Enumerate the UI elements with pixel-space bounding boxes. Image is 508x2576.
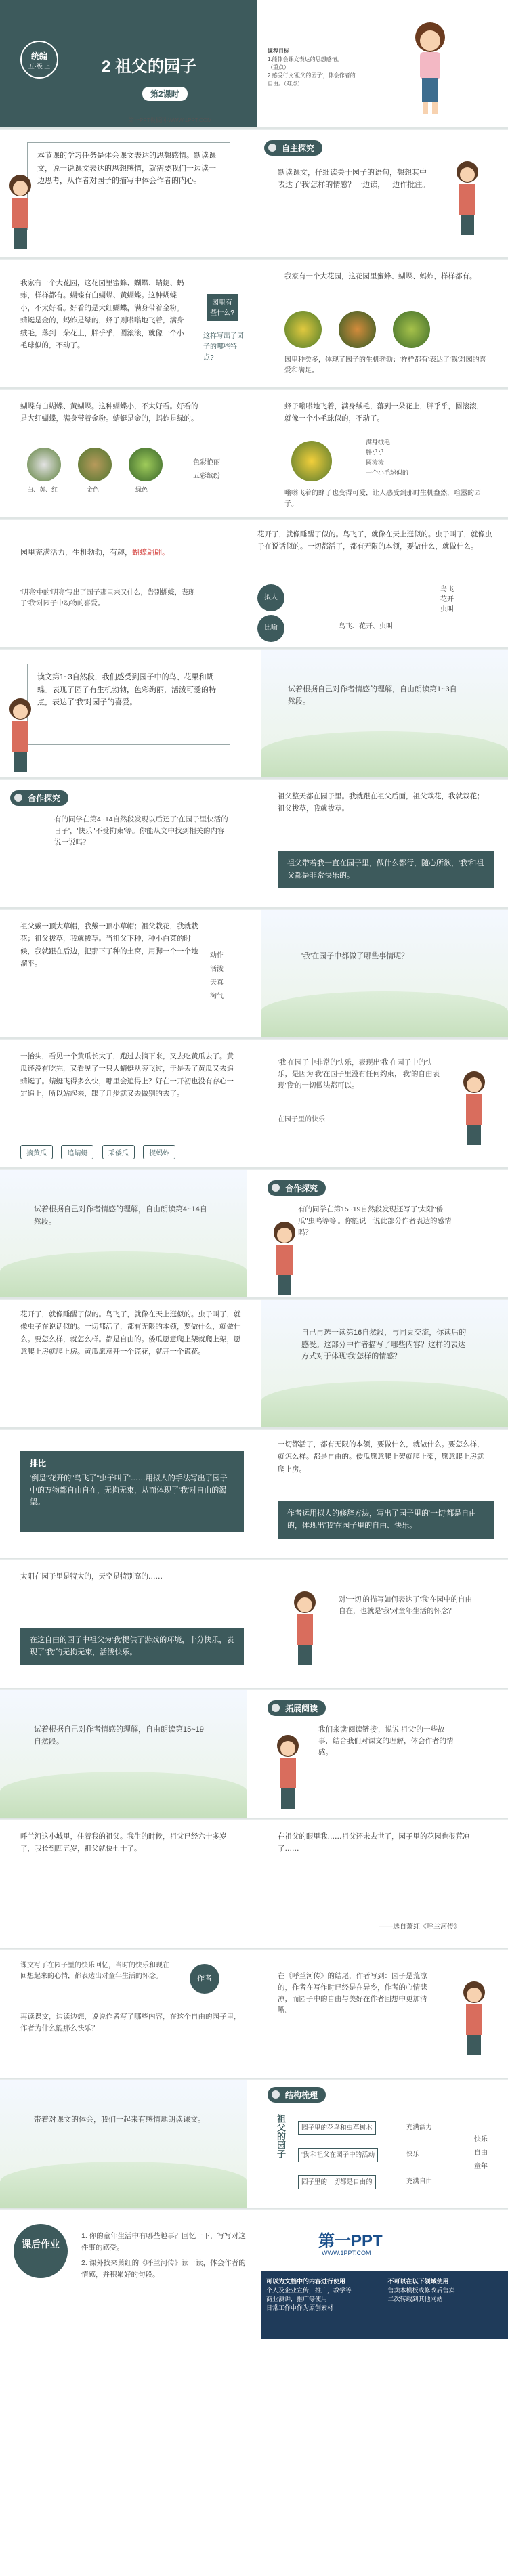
homework-circle <box>14 2224 68 2278</box>
teacher-icon <box>0 171 41 252</box>
read-aloud-text: 带着对课文的体会，我们一起来有感情地朗读课文。 <box>34 2116 205 2124</box>
point-1: 色彩艳丽 <box>193 459 220 467</box>
passage: 花开了，就像睡醒了似的。鸟飞了，就像在天上逛似的。虫子叫了，就像虫子在说话似的。一切都活了，都有无限的本领，要做什么，就做什么。要怎么样，就怎么样。都是自由的。倭瓜愿意爬上架就爬上架，愿意爬上房就爬上房。黄瓜愿意开一个谎花，就开一个谎花。 <box>20 1310 241 1356</box>
slide-10 <box>0 1170 508 1299</box>
slide-7 <box>0 780 508 909</box>
landscape <box>261 1300 508 1429</box>
hill <box>261 991 508 1039</box>
right-red: 在园子里的快乐 <box>278 1116 325 1123</box>
passage: 蝴蝶有白蝴蝶、黄蝴蝶。这种蝴蝶小，不太好看。好看的是大红蝴蝶，满身带着金粉。蜻蜓是金的，蚂蚱是绿的。 <box>20 402 198 423</box>
section-pill: 自主探究 <box>264 140 322 156</box>
brand-logo: 第一PPT <box>318 2232 383 2250</box>
homework-label: 课后作业 <box>22 2239 60 2250</box>
footer-left-title: 可以为文档中的内容进行使用 <box>266 2278 346 2285</box>
footer-left-3: 日常工作中作为原创素材 <box>266 2304 334 2311</box>
right-panel <box>278 1501 494 1539</box>
left-sub: 再读课文，边读边想，说说作者写了哪些内容，在这个自由的园子里，作者为什么能那么快乐？ <box>20 2013 241 2032</box>
slide-18 <box>0 2210 508 2576</box>
footer-right-2: 二次转载到其他网站 <box>387 2296 443 2302</box>
chip-2: 追蜻蜓 <box>61 1145 93 1159</box>
teacher-icon <box>284 1587 325 1669</box>
right-passage: 祖父整天都在园子里。我就跟在祖父后面，祖父栽花，我就栽花；祖父拔草，我就拔草。 <box>278 792 484 813</box>
right-item-2: 胖乎乎 <box>366 449 385 456</box>
section-pill: 结构梳理 <box>268 2087 326 2103</box>
label-3: 绿色 <box>135 486 148 493</box>
footer-band <box>261 2271 508 2339</box>
goals-block <box>268 47 356 88</box>
girl-illustration <box>400 17 461 119</box>
right-text: '我'在园子中非常的快乐，表现出'我'在园子中的快乐，是因为'我'在园子里没有任何约束，'我'的自由表现'我'的一切做法都可以。 <box>278 1058 440 1090</box>
footer-right-1: 售卖本模板或修改后售卖 <box>387 2287 455 2294</box>
panel-text: '倒是''花开的''鸟飞了''虫子叫了'……用拟人的手法写出了园子中的万物都自由自在，无拘无束，从而体现了'我'对自由的渴望。 <box>30 1474 228 1507</box>
passage: 一抬头，看见一个黄瓜长大了，跑过去摘下来，又去吃黄瓜去了。黄瓜还没有吃完，又看见了一只大蜻蜓从旁飞过，于是丢了黄瓜又去追蜻蜓了。蜻蜓飞得多么快，哪里会追得上？好在一开初也没有存心一定追上，所以站起来，跟了几步就又去做别的去了。 <box>20 1052 234 1098</box>
slide-2 <box>0 130 508 259</box>
teacher-icon <box>264 1218 305 1299</box>
right-red-1: 快乐 <box>474 2136 488 2143</box>
slide-4 <box>0 390 508 519</box>
photo-bee <box>291 441 332 481</box>
left-task: 有的同学在第4~14自然段发现以后还了'在园子里快活的日子'，'快乐''不受拘束'等。你能从文中找到相关的内容说一说吗？ <box>54 815 228 846</box>
footer-right-title: 不可以在以下领域使用 <box>387 2278 449 2285</box>
right-item-4: 一个小毛球似的 <box>366 469 409 476</box>
slide-3 <box>0 260 508 389</box>
left-text: 课文写了在园子里的快乐回忆，当时的快乐和现在回想起来的心情，都表达出对童年生活的怀念。 <box>20 1962 169 1980</box>
summary-text: 读文第1~3自然段，我们感受到园子中的鸟、花果和蝴蝶。表现了园子有生机勃勃，色彩绚丽，活泼可爱的特点，表达了'我'对园子的喜爱。 <box>37 673 216 707</box>
label-1: 拟人 <box>264 594 278 601</box>
mid-3: 充满自由 <box>406 2178 433 2185</box>
landscape <box>0 1170 247 1299</box>
landscape <box>261 910 508 1039</box>
footer-left-2: 商业演讲，推广等使用 <box>266 2296 328 2302</box>
question-text: 这样写出了园子的哪些特点? <box>203 332 244 362</box>
slide-8 <box>0 910 508 1039</box>
section-pill: 合作探究 <box>10 790 68 806</box>
teacher-icon <box>0 694 41 775</box>
goal-4: 自由。（难点） <box>268 81 303 87</box>
right-note: 嗡嗡飞着的蜂子也变得可爱，让人感受到那时生机盎然，喧嚣的园子。 <box>284 490 481 508</box>
chip-1: 摘黄瓜 <box>20 1145 53 1159</box>
intro-text: 本节课的学习任务是体会课文表达的思想感情。默读课文，说一说课文表达的思想感情，就需要我们一边读一边思考，从作者对园子的描写中体会作者的内心。 <box>37 152 216 186</box>
slide-14 <box>0 1690 508 1819</box>
landscape <box>261 650 508 779</box>
mid-1: 充满活力 <box>406 2124 433 2131</box>
passage: 祖父戴一顶大草帽，我戴一顶小草帽；祖父栽花，我就栽花；祖父拔草，我就拔草。当祖父下种，种小白菜的时候，我就跟在后边，把那下了种的土窝，用脚一个一个地溜平。 <box>20 922 198 968</box>
slide-15 <box>0 1820 508 1949</box>
hill <box>0 2162 247 2209</box>
photo-dragonfly <box>78 448 112 481</box>
red-1: 动作 <box>210 952 224 960</box>
right-item-1: 满身绒毛 <box>366 439 391 446</box>
left-note-red: 蝴蝶翩翩。 <box>132 549 169 557</box>
red-tag-3: 虫叫 <box>440 606 454 614</box>
right-question: 对'一切'的描写如何表达了'我'在园中的自由自在，也就是'我'对童年生活的怀念？ <box>339 1595 473 1615</box>
right-note: 园里种类多，体现了园子的生机勃勃；'样样都有'表达了'我'对园的喜爱和满足。 <box>284 356 486 374</box>
read-aloud-text: 试着根据自己对作者情感的理解，自由朗读第4~14自然段。 <box>34 1205 207 1226</box>
left-panel <box>20 1628 244 1665</box>
task-text: 默读课文，仔细读关于园子的语句，想想其中表达了'我'怎样的情感？一边读，一边作批注。 <box>278 169 430 189</box>
badge-label: 统编 <box>30 51 47 61</box>
photo-1 <box>284 311 322 348</box>
goal-2: （重点） <box>268 64 289 70</box>
photo-3 <box>393 311 430 348</box>
cover-site: 第一PPT模板网-WWW.1PPT.COM <box>129 117 212 123</box>
section-pill: 合作探究 <box>268 1180 326 1196</box>
slide-13 <box>0 1560 508 1689</box>
right-panel-text: 作者运用拟人的修辞方法，写出了园子里的'一切'都是自由的，体现出'我'在园子里的自由、快乐。 <box>287 1509 477 1530</box>
goal-1: 1.能体会课文表达的思想感情。 <box>268 56 343 62</box>
callout-text: 园里有些什么? <box>210 299 234 317</box>
goals-heading: 课程目标 <box>268 48 289 54</box>
panel-title: 排比 <box>30 1459 47 1468</box>
sub-note: '明亮'中的'明亮'写出了园子那里来又什么，告别蝴蝶，表现了'我'对园子中动物的喜爱。 <box>20 589 195 607</box>
row-1: 园子里的花鸟和虫草树木 <box>298 2121 376 2135</box>
passage: 太阳在园子里是特大的，天空是特别高的…… <box>20 1572 163 1581</box>
chips-row <box>20 1145 181 1159</box>
callout-box <box>207 294 238 321</box>
left-note <box>20 547 210 559</box>
photo-grasshopper <box>129 448 163 481</box>
label-circle-2 <box>257 615 284 642</box>
row-3: 园子里的一切都是自由的 <box>298 2175 376 2189</box>
summary-box <box>27 664 230 745</box>
hill <box>261 1381 508 1429</box>
chip-4: 捉蚂蚱 <box>143 1145 175 1159</box>
cover-badge <box>20 41 58 79</box>
vertical-title: 祖父的园子 <box>276 2114 286 2158</box>
right-red: 鸟飞、花开、虫叫 <box>339 623 393 630</box>
teacher-icon <box>268 1731 308 1812</box>
parallel-panel <box>20 1451 244 1532</box>
slide-cover <box>0 0 508 129</box>
red-tag-1: 鸟飞 <box>440 586 454 593</box>
slide-5 <box>0 520 508 649</box>
row-2: '我'和祖父在园子中的活动 <box>298 2148 378 2162</box>
intro-box <box>27 142 230 230</box>
goal-3: 2.感受行文'祖父的园子'，体会作者的 <box>268 72 356 79</box>
right-item-3: 圆滚滚 <box>366 459 385 466</box>
cover-title: 2 祖父的园子 <box>102 58 197 76</box>
right-author: ——选自萧红《呼兰河传》 <box>379 1923 461 1931</box>
teacher-icon-right <box>447 157 488 238</box>
right-passage: 在祖父的眼里我……祖父还未去世了，园子里的花园也很荒凉了…… <box>278 1832 470 1853</box>
author-label: 作者 <box>197 1975 212 1983</box>
right-passage: 我家有一个大花园，这花园里蜜蜂、蝴蝶、蚂蚱，样样都有。 <box>284 272 477 280</box>
left-panel-text: 在这自由的园子中祖父为'我'提供了游戏的环境，十分快乐，表现了'我'的无拘无束，活泼快乐。 <box>30 1636 234 1656</box>
right-task: 有的同学在第15~19自然段发现还写了'太阳''倭瓜''虫鸣等等'。你能说一说此部分作者表达的感情吗？ <box>298 1205 452 1237</box>
right-red-2: 自由 <box>474 2149 488 2157</box>
question-text: '我'在园子中都做了哪些事情呢？ <box>301 952 409 960</box>
hill <box>261 731 508 779</box>
slide-12 <box>0 1430 508 1559</box>
point-2: 五彩缤纷 <box>193 473 220 480</box>
task-1: 1. 你的童年生活中有哪些趣事？回忆一下，写写对这件事的感受。 <box>81 2232 246 2252</box>
label-circle-1 <box>257 584 284 611</box>
task-2: 2. 课外找来萧红的《呼兰河传》读一读，体会作者的情感，并积累好的句段。 <box>81 2259 246 2279</box>
left-note-text: 园里充满活力，生机勃勃，有趣， <box>20 549 132 557</box>
passage: 呼兰河这小城里，住着我的祖父。我生的时候，祖父已经六十多岁了，我长到四五岁，祖父就快七十了。 <box>20 1832 227 1853</box>
right-passage: 一切都活了，都有无限的本领，要做什么，就做什么。要怎么样，就怎么样。都是自由的。倭瓜愿意爬上架就爬上架，愿意爬上房就爬上房。 <box>278 1440 484 1474</box>
footer-left-1: 个人及企业宣传，推广，教学等 <box>266 2287 352 2294</box>
slide-17 <box>0 2080 508 2209</box>
red-4: 淘气 <box>210 993 224 1000</box>
red-3: 天真 <box>210 979 224 987</box>
red-tag-2: 花开 <box>440 596 454 603</box>
teacher-icon <box>454 1067 494 1149</box>
right-task: 自己再选一读第16自然段，与同桌交流，你读后的感受。这部分中作者描写了哪些内容？这样的表达方式对于体现'我'怎样的情感？ <box>301 1329 467 1361</box>
slide-9 <box>0 1040 508 1169</box>
right-panel <box>278 851 494 888</box>
passage: 我家有一个大花园，这花园里蜜蜂、蝴蝶、蜻蜓、蚂蚱，样样都有。蝴蝶有白蝴蝶、黄蝴蝶。这种蝴蝶小，不太好看。好看的是大红蝴蝶，满身带着金粉。蜻蜓是金的，蚂蚱是绿的，蜂子则嗡嗡地飞着，满身绒毛，落到一朵花上，胖乎乎，圆滚滚，就像一个小毛球似的，不动了。 <box>20 279 184 349</box>
right-text: 在《呼兰河传》的结尾，作者写到：园子是荒凉的，作者在写作时已经是在异乡，作者的心情悲凉，而园子中的自由与美好在作者回想中更加清晰。 <box>278 1972 427 2015</box>
right-black: 童年 <box>474 2163 488 2170</box>
red-2: 活泼 <box>210 966 224 973</box>
read-aloud-text: 试着根据自己对作者情感的理解，自由朗读第1~3自然段。 <box>288 685 457 706</box>
label-2: 金色 <box>87 486 100 493</box>
read-aloud-text: 试着根据自己对作者情感的理解，自由朗读第15~19自然段。 <box>34 1725 204 1746</box>
author-circle <box>190 1964 219 1994</box>
teacher-icon <box>454 1977 494 2059</box>
hill <box>0 1251 247 1299</box>
right-task: 我们来读'阅读链接'，说说'祖父'的一些故事，结合我们对课文的理解，体会作者的情感。 <box>318 1725 454 1757</box>
right-passage: 蜂子嗡嗡地飞着，满身绒毛，落到一朵花上，胖乎乎，圆滚滚，就像一个小毛球似的，不动了。 <box>284 402 484 423</box>
photo-2 <box>339 311 376 348</box>
cover-subtitle: 第2课时 <box>142 87 188 101</box>
label-1: 白、黄、红 <box>27 486 58 493</box>
chip-3: 采倭瓜 <box>102 1145 135 1159</box>
brand-url: WWW.1PPT.COM <box>322 2250 371 2256</box>
landscape <box>0 2080 247 2209</box>
section-pill: 拓展阅读 <box>268 1700 326 1716</box>
landscape <box>0 1690 247 1819</box>
photo-butterfly <box>27 448 61 481</box>
hill <box>0 1772 247 1819</box>
slide-11 <box>0 1300 508 1429</box>
badge-sub: 五·级 上 <box>28 63 51 70</box>
right-passage: 花开了，就像睡醒了似的。鸟飞了，就像在天上逛似的。虫子叫了，就像虫子在说话似的。一切都活了，都有无限的本领，要做什么，就做什么。 <box>257 530 492 551</box>
mid-2: 快乐 <box>406 2151 420 2158</box>
slide-6 <box>0 650 508 779</box>
right-panel-text: 祖父带着我一直在园子里，做什么都行，随心所欲，'我'和祖父都是非常快乐的。 <box>287 859 484 880</box>
slide-16 <box>0 1950 508 2079</box>
label-2: 比喻 <box>264 624 278 632</box>
